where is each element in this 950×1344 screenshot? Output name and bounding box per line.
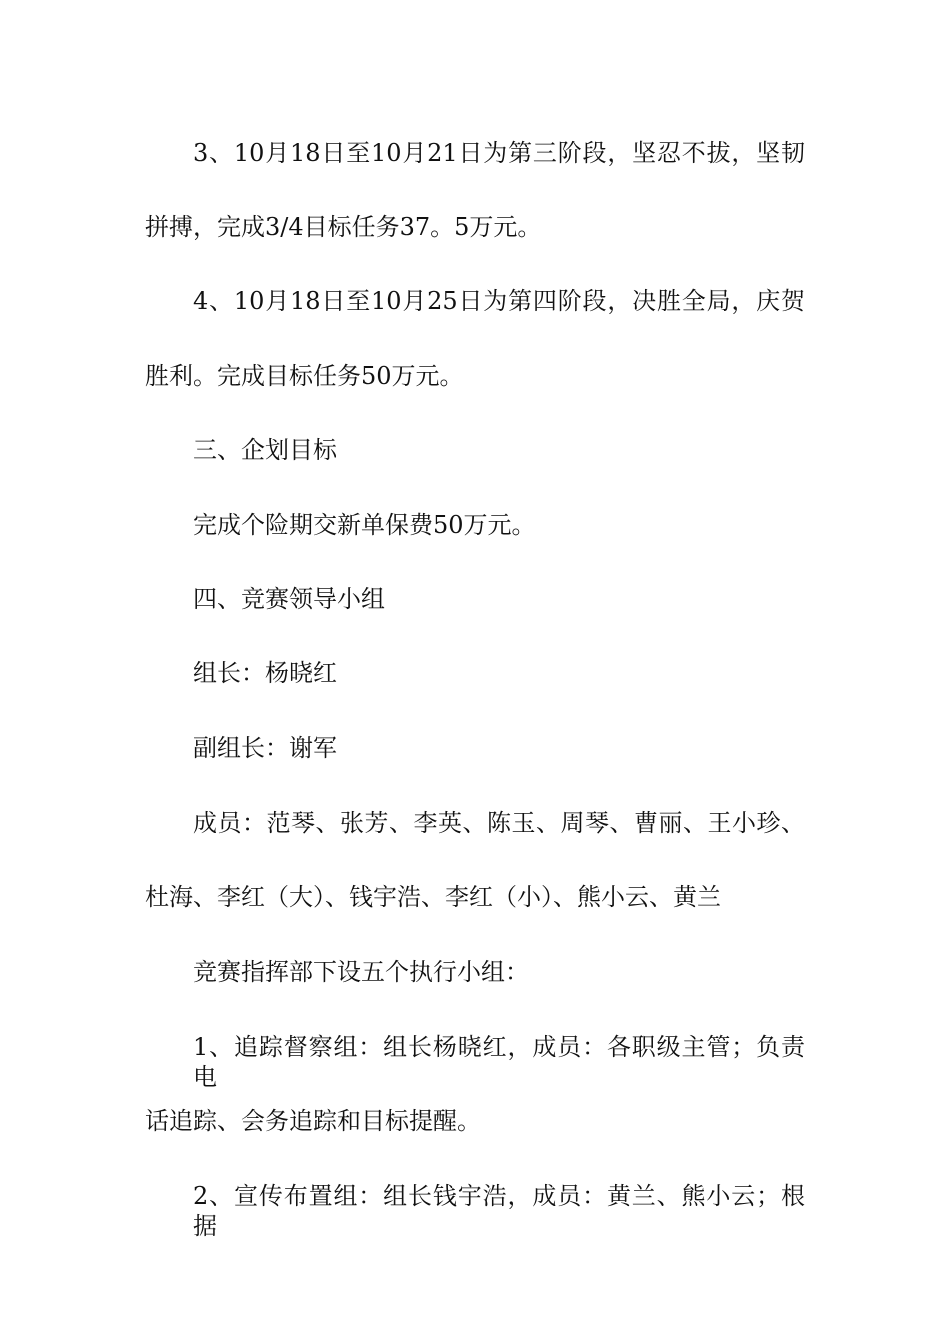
section-heading-leadership-group: 四、竞赛领导小组 xyxy=(193,585,385,613)
paragraph-stage-4-line-2: 胜利。完成目标任务50万元。 xyxy=(145,362,464,390)
paragraph-stage-3-line-1: 3、10月18日至10月21日为第三阶段，坚忍不拔，坚韧 xyxy=(193,139,805,167)
paragraph-members-line-2: 杜海、李红（大）、钱宇浩、李红（小）、熊小云、黄兰 xyxy=(145,883,721,911)
paragraph-stage-4-line-1: 4、10月18日至10月25日为第四阶段，决胜全局，庆贺 xyxy=(193,287,805,315)
paragraph-tracking-group-line-1: 1、追踪督察组：组长杨晓红，成员：各职级主管；负责电 xyxy=(193,1033,805,1091)
paragraph-group-leader: 组长：杨晓红 xyxy=(193,659,337,687)
section-heading-planning-goal: 三、企划目标 xyxy=(193,436,337,464)
paragraph-members-line-1: 成员：范琴、张芳、李英、陈玉、周琴、曹丽、王小珍、 xyxy=(193,809,805,837)
paragraph-deputy-leader: 副组长：谢军 xyxy=(193,734,337,762)
paragraph-publicity-group-line-1: 2、宣传布置组：组长钱宇浩，成员：黄兰、熊小云；根据 xyxy=(193,1182,805,1240)
paragraph-planning-goal: 完成个险期交新单保费50万元。 xyxy=(193,511,536,539)
paragraph-stage-3-line-2: 拼搏，完成3/4目标任务37。5万元。 xyxy=(145,213,542,241)
paragraph-tracking-group-line-2: 话追踪、会务追踪和目标提醒。 xyxy=(145,1107,481,1135)
paragraph-execution-groups-intro: 竞赛指挥部下设五个执行小组： xyxy=(193,958,529,986)
